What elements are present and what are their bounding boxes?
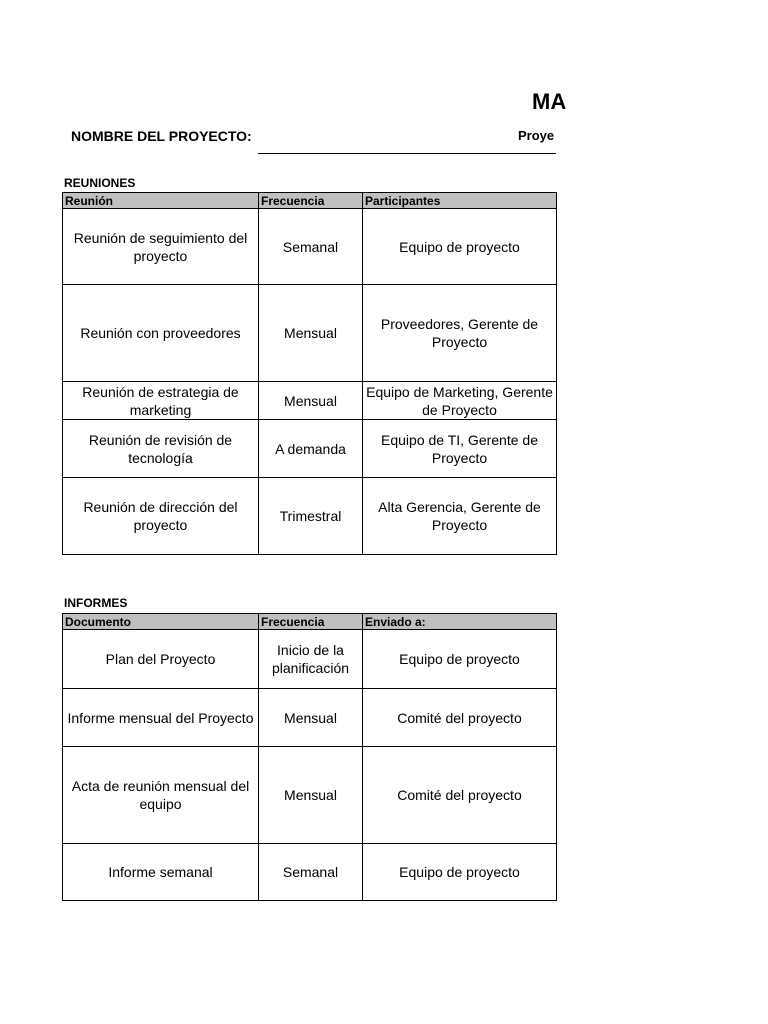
frequency-cell: A demanda (259, 420, 363, 478)
document-name-cell: Acta de reunión mensual del equipo (63, 747, 259, 844)
meetings-header-row (63, 193, 557, 209)
project-name-underline (258, 153, 556, 154)
meeting-name-cell: Reunión de dirección del proyecto (63, 478, 259, 555)
table-row (63, 844, 557, 901)
frequency-cell: Trimestral (259, 478, 363, 555)
meeting-name-cell: Reunión de estrategia de marketing (63, 382, 259, 420)
frequency-cell: Mensual (259, 689, 363, 747)
participants-cell: Equipo de TI, Gerente de Proyecto (363, 420, 557, 478)
reports-table (62, 613, 557, 901)
participants-cell: Equipo de Marketing, Gerente de Proyecto (363, 382, 557, 420)
project-name-label: NOMBRE DEL PROYECTO: (71, 128, 252, 144)
table-row (63, 630, 557, 689)
frequency-cell: Inicio de la planificación (259, 630, 363, 689)
column-header-sent-to: Enviado a: (363, 614, 557, 630)
meeting-name-cell: Reunión de seguimiento del proyecto (63, 209, 259, 285)
frequency-cell: Mensual (259, 747, 363, 844)
frequency-cell: Semanal (259, 844, 363, 901)
table-row (63, 478, 557, 555)
participants-cell: Alta Gerencia, Gerente de Proyecto (363, 478, 557, 555)
table-row (63, 420, 557, 478)
recipient-cell: Equipo de proyecto (363, 844, 557, 901)
participants-cell: Proveedores, Gerente de Proyecto (363, 285, 557, 382)
table-row (63, 285, 557, 382)
column-header-frequency: Frecuencia (259, 614, 363, 630)
frequency-cell: Mensual (259, 285, 363, 382)
recipient-cell: Equipo de proyecto (363, 630, 557, 689)
frequency-cell: Semanal (259, 209, 363, 285)
table-row (63, 209, 557, 285)
document-name-cell: Informe semanal (63, 844, 259, 901)
meeting-name-cell: Reunión de revisión de tecnología (63, 420, 259, 478)
participants-cell: Equipo de proyecto (363, 209, 557, 285)
meetings-table (62, 192, 557, 555)
column-header-participants: Participantes (363, 193, 557, 209)
table-row (63, 747, 557, 844)
document-name-cell: Informe mensual del Proyecto (63, 689, 259, 747)
recipient-cell: Comité del proyecto (363, 747, 557, 844)
reports-section-title: INFORMES (64, 596, 128, 610)
meeting-name-cell: Reunión con proveedores (63, 285, 259, 382)
reports-header-row (63, 614, 557, 630)
frequency-cell: Mensual (259, 382, 363, 420)
table-row (63, 689, 557, 747)
column-header-document: Documento (63, 614, 259, 630)
document-title: MA (532, 89, 567, 114)
column-header-meeting: Reunión (63, 193, 259, 209)
recipient-cell: Comité del proyecto (363, 689, 557, 747)
table-row (63, 382, 557, 420)
project-name-value: Proye (518, 128, 555, 143)
meetings-section-title: REUNIONES (64, 176, 136, 190)
column-header-frequency: Frecuencia (259, 193, 363, 209)
document-name-cell: Plan del Proyecto (63, 630, 259, 689)
